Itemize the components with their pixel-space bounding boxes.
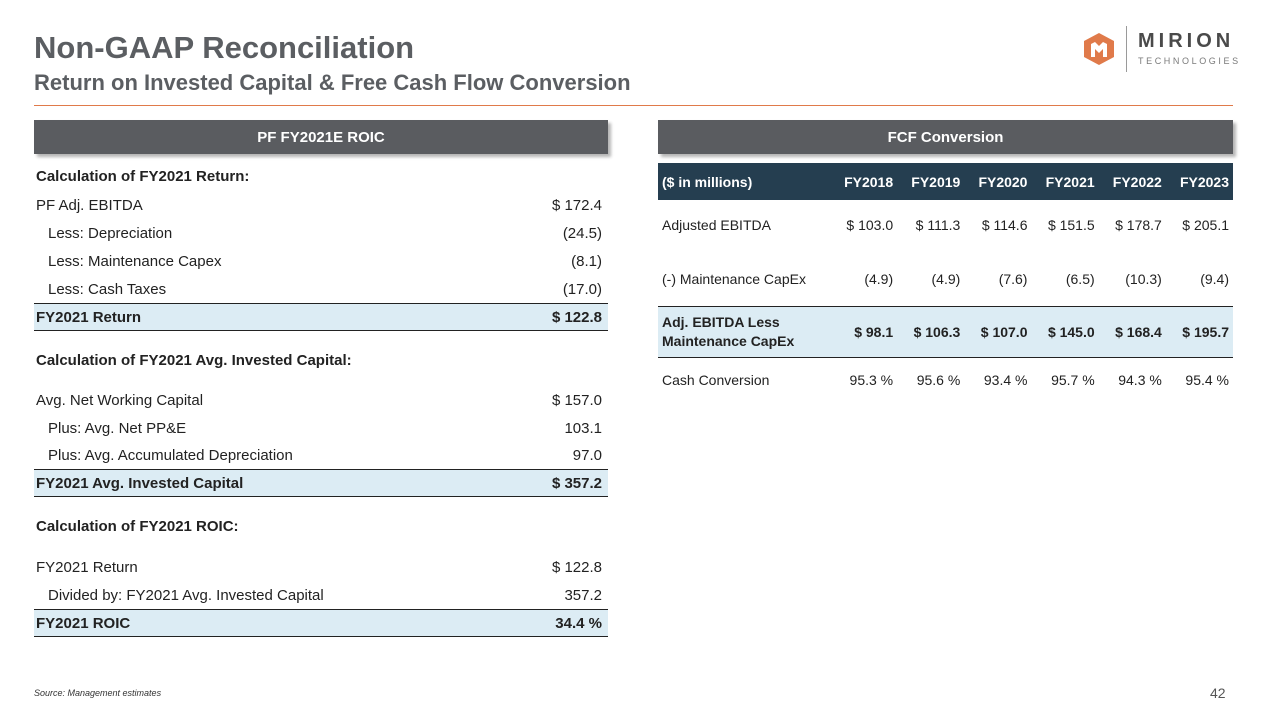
fcf-panel-header: FCF Conversion [658,120,1233,154]
row-label: (-) Maintenance CapEx [662,271,806,287]
page-number: 42 [1210,685,1226,701]
table-header-row [658,163,1233,200]
table-row [34,414,608,442]
table-row [34,581,608,609]
row-label: FY2021 Return [36,308,142,326]
table-row [34,387,608,414]
row-label: Less: Depreciation [48,224,173,242]
row-label-line: Maintenance CapEx [662,333,795,349]
table-row [34,497,608,553]
table-row [658,254,1233,306]
table-row [34,219,608,247]
table-cell: (6.5) [1065,271,1095,287]
total-row [34,609,608,637]
row-label: Calculation of FY2021 Return: [36,167,250,185]
row-value: (8.1) [571,252,602,270]
roic-panel-header: PF FY2021E ROIC [34,120,608,154]
column-header: FY2021 [1045,173,1095,190]
fcf-table [658,163,1233,402]
table-cell: $ 151.5 [1047,217,1095,233]
table-row [34,442,608,469]
column-header: FY2023 [1179,173,1229,190]
table-row [34,331,608,387]
column-header: FY2018 [844,173,894,190]
table-cell: 95.4 % [1185,372,1229,388]
row-value: $ 122.8 [551,308,602,326]
table-cell: $ 145.0 [1047,324,1095,340]
table-row [658,358,1233,402]
table-cell: (4.9) [864,271,894,287]
row-label: PF Adj. EBITDA [36,197,143,214]
logo-name: MIRION [1138,30,1235,52]
table-cell: $ 111.3 [915,217,961,233]
page-subtitle: Return on Invested Capital & Free Cash Flow Conversion [34,70,631,95]
table-cell: (9.4) [1200,271,1229,287]
table-row [34,275,608,303]
row-label: Divided by: FY2021 Avg. Invested Capital [48,586,324,604]
row-value: 357.2 [564,586,602,604]
column-header: ($ in millions) [662,173,753,190]
table-cell: $ 178.7 [1115,217,1162,233]
table-cell: (4.9) [931,271,961,287]
table-cell: (10.3) [1125,271,1162,287]
row-value: 103.1 [564,419,602,437]
table-cell: $ 205.1 [1182,217,1229,233]
logo-tagline: TECHNOLOGIES [1138,56,1241,66]
mirion-logo-icon [1082,32,1116,66]
table-cell: 95.7 % [1051,372,1095,388]
table-cell: $ 114.6 [981,217,1028,233]
row-value: 97.0 [572,447,602,464]
table-cell: 94.3 % [1118,372,1162,388]
row-value: $ 122.8 [551,558,602,576]
row-label: Less: Maintenance Capex [48,252,222,270]
table-row [658,200,1233,254]
title-divider [34,105,1233,106]
column-header: FY2020 [978,173,1028,190]
table-cell: $ 103.0 [846,217,894,233]
table-cell: 95.6 % [916,372,961,388]
total-row [34,303,608,331]
row-label: Adjusted EBITDA [662,217,771,233]
row-value: (24.5) [562,224,602,242]
logo-divider [1126,26,1127,72]
row-label: Cash Conversion [662,372,770,388]
table-cell: 95.3 % [849,372,894,388]
table-cell: $ 106.3 [913,324,961,340]
row-label [658,313,830,351]
total-row [34,469,608,497]
row-label: Plus: Avg. Net PP&E [48,419,187,437]
row-label: Calculation of FY2021 ROIC: [36,517,239,535]
row-value: $ 357.2 [551,474,602,492]
row-value: 34.4 % [555,614,602,632]
table-cell: (7.6) [998,271,1028,287]
row-label: Avg. Net Working Capital [36,392,204,409]
table-cell: $ 107.0 [980,324,1028,340]
roic-table [34,160,608,637]
column-header: FY2019 [911,173,961,190]
table-cell: 93.4 % [983,372,1028,388]
source-footnote: Source: Management estimates [34,688,162,698]
total-row [658,306,1233,358]
row-value: (17.0) [562,280,602,298]
row-label: FY2021 ROIC [36,614,131,632]
page-title: Non-GAAP Reconciliation [34,30,415,65]
column-header: FY2022 [1112,173,1162,190]
table-cell: $ 98.1 [854,324,894,340]
table-row [34,553,608,581]
row-value: $ 172.4 [551,197,602,214]
table-cell: $ 195.7 [1182,324,1229,340]
row-label: FY2021 Avg. Invested Capital [36,474,244,492]
table-row [34,247,608,275]
row-label: Less: Cash Taxes [48,280,167,298]
row-label: FY2021 Return [36,558,138,576]
row-label-line: Adj. EBITDA Less [662,314,780,330]
table-cell: $ 168.4 [1115,324,1162,340]
table-row [34,192,608,219]
table-row [34,160,608,192]
row-label: Plus: Avg. Accumulated Depreciation [48,447,293,464]
row-value: $ 157.0 [551,392,602,409]
row-label: Calculation of FY2021 Avg. Invested Capital: [36,351,352,369]
company-logo [1080,26,1240,74]
